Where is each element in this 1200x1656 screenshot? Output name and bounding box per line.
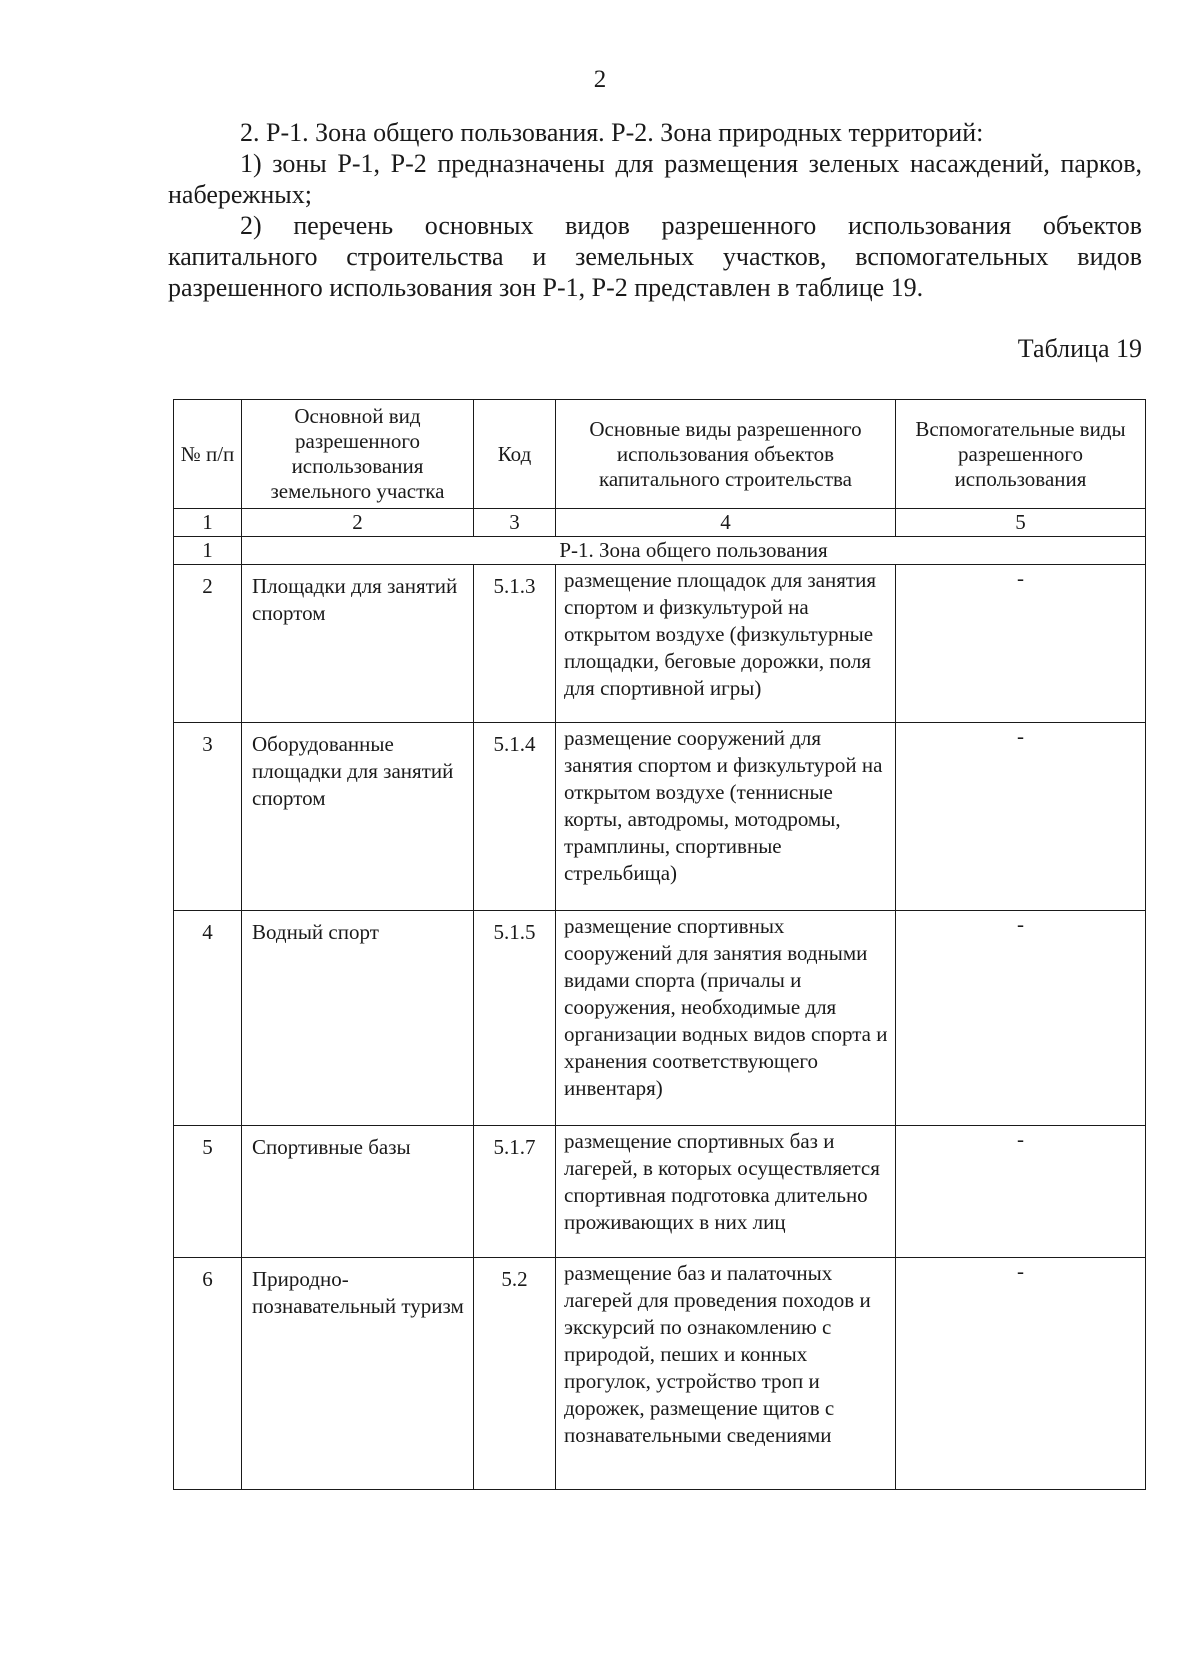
row-land-use: Оборудованные площадки для занятий спортом bbox=[242, 723, 474, 911]
row-land-use: Спортивные базы bbox=[242, 1126, 474, 1258]
table-row bbox=[174, 911, 1146, 1126]
row-land-use: Площадки для занятий спортом bbox=[242, 565, 474, 723]
row-description: размещение площадок для занятия спортом и физкультурой на открытом воздухе (физкультурные площадки, беговые дорожки, поля для спортивной игры) bbox=[556, 565, 896, 723]
row-description: размещение спортивных баз и лагерей, в которых осуществляется спортивная подготовка длительно проживающих в них лиц bbox=[556, 1126, 896, 1258]
column-number: 4 bbox=[556, 509, 896, 537]
row-auxiliary: - bbox=[896, 565, 1146, 723]
row-auxiliary: - bbox=[896, 1258, 1146, 1490]
header-main-land-use: Основной вид разрешенного использования земельного участка bbox=[242, 400, 474, 509]
page-number: 2 bbox=[593, 66, 607, 93]
header-num: № п/п bbox=[174, 400, 242, 509]
row-auxiliary: - bbox=[896, 911, 1146, 1126]
row-auxiliary: - bbox=[896, 1126, 1146, 1258]
table-header-row bbox=[174, 400, 1146, 509]
section-row-title: Р-1. Зона общего пользования bbox=[242, 537, 1146, 565]
intro-item-1: 1) зоны Р-1, Р-2 предназначены для размещения зеленых насаждений, парков, набережных; bbox=[168, 149, 1142, 209]
row-num: 4 bbox=[174, 911, 242, 1126]
table-row bbox=[174, 565, 1146, 723]
header-main-capital-use: Основные виды разрешенного использования объектов капитального строительства bbox=[556, 400, 896, 509]
row-auxiliary: - bbox=[896, 723, 1146, 911]
table-row bbox=[174, 1258, 1146, 1490]
row-land-use: Природно-познавательный туризм bbox=[242, 1258, 474, 1490]
row-num: 5 bbox=[174, 1126, 242, 1258]
section-row bbox=[174, 537, 1146, 565]
row-code: 5.1.7 bbox=[474, 1126, 556, 1258]
row-num: 6 bbox=[174, 1258, 242, 1490]
row-description: размещение сооружений для занятия спортом и физкультурой на открытом воздухе (теннисные корты, автодромы, мотодромы, трамплины, спортивные стрельбища) bbox=[556, 723, 896, 911]
column-number: 2 bbox=[242, 509, 474, 537]
row-code: 5.1.4 bbox=[474, 723, 556, 911]
row-num: 2 bbox=[174, 565, 242, 723]
section-row-num: 1 bbox=[174, 537, 242, 565]
column-number: 5 bbox=[896, 509, 1146, 537]
header-auxiliary-use: Вспомогательные виды разрешенного использования bbox=[896, 400, 1146, 509]
row-description: размещение спортивных сооружений для занятия водными видами спорта (причалы и сооружения, необходимые для организации водных видов спорта и хранения соответствующего инвентаря) bbox=[556, 911, 896, 1126]
section-heading: 2. Р-1. Зона общего пользования. Р-2. Зона природных территорий: bbox=[240, 118, 984, 147]
intro-item-2: 2) перечень основных видов разрешенного использования объектов капитального строительства и земельных участков, вспомогательных видов разрешенного использования зон Р-1, Р-2 представлен в таблице 19. bbox=[168, 211, 1142, 302]
row-land-use: Водный спорт bbox=[242, 911, 474, 1126]
column-numbers-row bbox=[174, 509, 1146, 537]
row-code: 5.1.3 bbox=[474, 565, 556, 723]
table-row bbox=[174, 723, 1146, 911]
column-number: 1 bbox=[174, 509, 242, 537]
intro-text bbox=[168, 117, 1142, 303]
row-description: размещение баз и палаточных лагерей для проведения походов и экскурсий по ознакомлению с природой, пеших и конных прогулок, устройство троп и дорожек, размещение щитов с познавательными сведениями bbox=[556, 1258, 896, 1490]
header-code: Код bbox=[474, 400, 556, 509]
row-code: 5.1.5 bbox=[474, 911, 556, 1126]
column-number: 3 bbox=[474, 509, 556, 537]
land-use-table bbox=[173, 399, 1146, 1490]
row-code: 5.2 bbox=[474, 1258, 556, 1490]
row-num: 3 bbox=[174, 723, 242, 911]
table-caption: Таблица 19 bbox=[1017, 334, 1142, 363]
table-row bbox=[174, 1126, 1146, 1258]
